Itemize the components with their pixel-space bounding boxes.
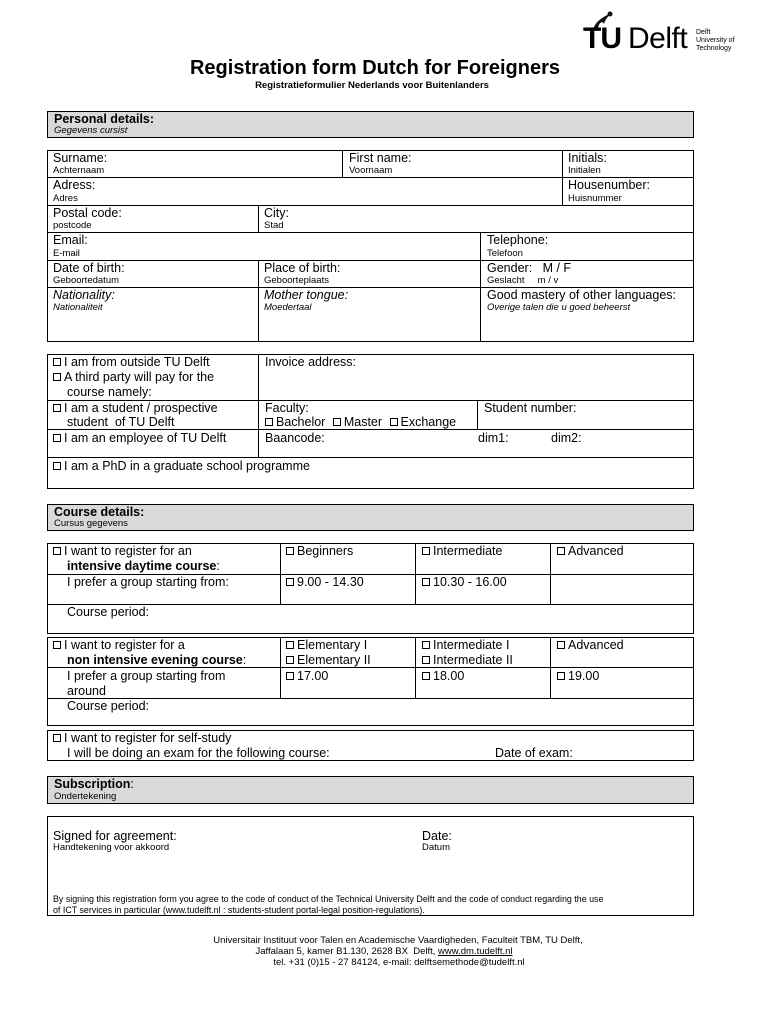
exchange-label: Exchange (400, 415, 457, 429)
employee-checkbox[interactable] (53, 432, 226, 445)
address-sub: Adres (53, 193, 78, 204)
telephone-sub: Telefoon (487, 248, 523, 259)
master-label: Master (343, 415, 383, 429)
checkbox-icon (422, 578, 430, 586)
checkbox-icon (286, 672, 294, 680)
address-label: Adress: (53, 178, 96, 192)
logo-tagline-3: Technology (696, 45, 732, 52)
evening-group-label-2: around (67, 684, 106, 698)
dim2-label[interactable]: dim2: (551, 431, 582, 445)
gender-label: Gender: M / F (487, 261, 572, 275)
evening-group-label-1: I prefer a group starting from (67, 669, 226, 683)
postal-label: Postal code: (53, 206, 122, 220)
mother-label: Mother tongue: (264, 288, 349, 302)
checkbox-icon (53, 373, 61, 381)
personal-header-sub: Gegevens cursist (54, 125, 128, 136)
third-party-checkbox[interactable] (53, 371, 214, 384)
gender-sub: Geslacht m / v (487, 275, 559, 286)
dob-label: Date of birth: (53, 261, 125, 275)
phd-label: I am a PhD in a graduate school programme (64, 459, 310, 473)
checkbox-icon (286, 656, 294, 664)
evening-course-checkbox[interactable] (53, 639, 185, 652)
footer-line-3: tel. +31 (0)15 - 27 84124, e-mail: delftsemethode@tudelft.nl (273, 957, 525, 968)
postal-sub: postcode (53, 220, 92, 231)
email-sub: E-mail (53, 248, 80, 259)
daytime-course-name: intensive daytime course (67, 559, 217, 573)
intermediate1-label: Intermediate I (433, 638, 510, 652)
logo-tagline-2: University of (696, 37, 735, 44)
date-sub: Datum (422, 842, 450, 853)
pob-sub: Geboorteplaats (264, 275, 329, 286)
evening-label-1: I want to register for a (64, 638, 185, 652)
signed-label: Signed for agreement: (53, 829, 177, 843)
personal-header-label: Personal details: (54, 112, 155, 126)
self-study-checkbox[interactable] (53, 732, 231, 745)
employee-label: I am an employee of TU Delft (64, 431, 227, 445)
footer-link[interactable]: www.dm.tudelft.nl (438, 946, 513, 957)
checkbox-icon (286, 578, 294, 586)
footer-address: Jaffalaan 5, kamer B1.130, 2628 BX Delft, (255, 946, 439, 957)
phd-checkbox[interactable] (53, 460, 310, 473)
checkbox-icon (422, 672, 430, 680)
advanced-checkbox[interactable] (557, 545, 624, 558)
checkbox-icon (265, 418, 273, 426)
dim1-label[interactable]: dim1: (478, 431, 509, 445)
firstname-label: First name: (349, 151, 412, 165)
page-title: Registration form Dutch for Foreigners (189, 57, 561, 79)
advanced-evening-checkbox[interactable] (557, 639, 624, 652)
subscription-header (47, 776, 694, 804)
checkbox-icon (333, 418, 341, 426)
daytime-course-checkbox[interactable] (53, 545, 192, 558)
checkbox-icon (53, 404, 61, 412)
beginners-label: Beginners (297, 544, 354, 558)
course-header-label: Course details: (54, 505, 145, 519)
checkbox-icon (422, 547, 430, 555)
intermediate2-label: Intermediate II (433, 653, 513, 667)
daytime-colon: : (216, 559, 220, 573)
checkbox-icon (557, 547, 565, 555)
daytime-period-label[interactable]: Course period: (67, 605, 149, 619)
invoice-address-label[interactable]: Invoice address: (265, 355, 357, 369)
conduct-text-2: of ICT services in particular (www.tudelft.nl : students-student portal-legal position-regulations). (53, 905, 425, 915)
checkbox-icon (53, 641, 61, 649)
time-19-label: 19.00 (568, 669, 600, 683)
exam-date-label[interactable]: Date of exam: (495, 746, 573, 760)
time-1030-label: 10.30 - 16.00 (433, 575, 507, 589)
faculty-label[interactable]: Faculty: (265, 401, 309, 415)
subscription-header-sub: Ondertekening (54, 791, 117, 802)
student-checkbox[interactable] (53, 402, 218, 415)
elementary1-label: Elementary I (297, 638, 368, 652)
personal-details-header (47, 111, 694, 138)
time-18-checkbox[interactable] (422, 670, 464, 683)
elementary2-checkbox[interactable] (286, 654, 371, 667)
checkbox-icon (286, 547, 294, 555)
third-party-label-1: A third party will pay for the (64, 370, 215, 384)
signed-sub: Handtekening voor akkoord (53, 842, 170, 853)
advanced-evening-label: Advanced (568, 638, 624, 652)
outside-tudelft-checkbox[interactable] (53, 356, 210, 369)
checkbox-icon (422, 656, 430, 664)
checkbox-icon (286, 641, 294, 649)
time-1030-checkbox[interactable] (422, 576, 507, 589)
city-sub: Stad (264, 220, 284, 231)
intermediate-checkbox[interactable] (422, 545, 502, 558)
telephone-label: Telephone: (487, 233, 549, 247)
beginners-checkbox[interactable] (286, 545, 353, 558)
daytime-group-label: I prefer a group starting from: (67, 575, 229, 589)
page-subtitle: Registratieformulier Nederlands voor Buitenlanders (255, 80, 489, 91)
self-study-label: I want to register for self-study (64, 731, 232, 745)
evening-period-label[interactable]: Course period: (67, 699, 149, 713)
student-label-1: I am a student / prospective (64, 401, 218, 415)
course-header-sub: Cursus gegevens (54, 518, 128, 529)
degree-options (265, 416, 456, 429)
nationality-label: Nationality: (53, 288, 115, 302)
checkbox-icon (53, 358, 61, 366)
checkbox-icon (53, 547, 61, 555)
logo-tagline-1: Delft (696, 29, 711, 36)
city-label: City: (264, 206, 289, 220)
third-party-label-2: course namely: (67, 385, 152, 399)
bachelor-label: Bachelor (276, 415, 326, 429)
languages-sub: Overige talen die u goed beheerst (487, 302, 631, 313)
outside-label: I am from outside TU Delft (64, 355, 210, 369)
logo-mark: TU (583, 22, 621, 55)
bachelor-checkbox[interactable] (265, 415, 325, 429)
intermediate-label: Intermediate (433, 544, 503, 558)
nationality-sub: Nationaliteit (53, 302, 103, 313)
time-17-checkbox[interactable] (286, 670, 328, 683)
exchange-checkbox[interactable] (390, 415, 457, 429)
initials-label: Initials: (568, 151, 607, 165)
pob-label: Place of birth: (264, 261, 341, 275)
evening-colon: : (242, 653, 247, 667)
housenumber-sub: Huisnummer (568, 193, 622, 204)
checkbox-icon (390, 418, 398, 426)
student-number-label[interactable]: Student number: (484, 401, 577, 415)
mother-sub: Moedertaal (264, 302, 312, 313)
checkbox-icon (557, 641, 565, 649)
languages-label: Good mastery of other languages: (487, 288, 677, 302)
course-details-header (47, 504, 694, 531)
subscription-header-label (54, 778, 134, 791)
time-9-checkbox[interactable] (286, 576, 364, 589)
date-label: Date: (422, 829, 452, 843)
dob-sub: Geboortedatum (53, 275, 120, 286)
subscription-header-colon: : (130, 777, 134, 791)
footer-line-2 (0, 947, 768, 957)
logo-name: Delft (628, 22, 688, 55)
subscription-header-text: Subscription (54, 777, 131, 791)
initials-sub: Initialen (568, 165, 601, 176)
footer-line-1: Universitair Instituut voor Talen en Academische Vaardigheden, Faculteit TBM, TU Delft, (213, 935, 583, 946)
checkbox-icon (422, 641, 430, 649)
student-label-2: student of TU Delft (67, 415, 175, 429)
advanced-label: Advanced (568, 544, 624, 558)
time-18-label: 18.00 (433, 669, 465, 683)
checkbox-icon (53, 734, 61, 742)
master-checkbox[interactable] (333, 415, 382, 429)
email-label: Email: (53, 233, 88, 247)
conduct-text-1: By signing this registration form you agree to the code of conduct of the Technical University Delft and the code of conduct regarding the use (53, 894, 604, 904)
intermediate2-checkbox[interactable] (422, 654, 513, 667)
evening-course-name: non intensive evening course (67, 653, 243, 667)
intermediate1-checkbox[interactable] (422, 639, 509, 652)
daytime-label-2 (67, 560, 220, 573)
surname-label: Surname: (53, 151, 108, 165)
housenumber-label: Housenumber: (568, 178, 650, 192)
firstname-sub: Voornaam (349, 165, 393, 176)
exam-course-label[interactable]: I will be doing an exam for the following course: (67, 746, 330, 760)
time-19-checkbox[interactable] (557, 670, 599, 683)
checkbox-icon (557, 672, 565, 680)
tudelft-logo (583, 10, 743, 55)
evening-label-2 (67, 654, 246, 667)
time-17-label: 17.00 (297, 669, 329, 683)
checkbox-icon (53, 434, 61, 442)
surname-sub: Achternaam (53, 165, 105, 176)
baancode-label[interactable]: Baancode: (265, 431, 325, 445)
daytime-label-1: I want to register for an (64, 544, 192, 558)
time-9-label: 9.00 - 14.30 (297, 575, 364, 589)
checkbox-icon (53, 462, 61, 470)
elementary2-label: Elementary II (297, 653, 371, 667)
elementary1-checkbox[interactable] (286, 639, 367, 652)
